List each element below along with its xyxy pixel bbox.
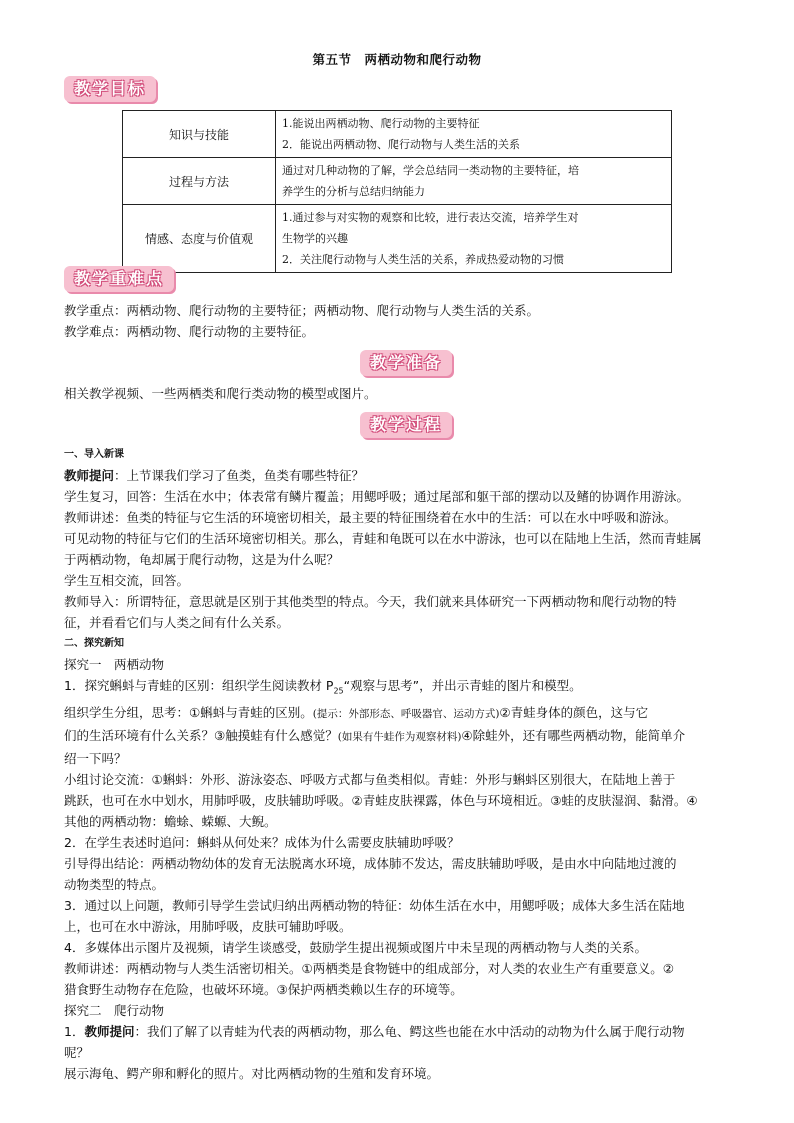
paragraph: 引导得出结论：两栖动物幼体的发育无法脱离水环境，成体肺不发达，需皮肤辅助呼吸，是由水中向陆地过渡的 xyxy=(64,855,677,871)
hint-note: (如果有牛蛙作为观察材料) xyxy=(337,730,462,743)
paragraph: 3．通过以上问题，教师引导学生尝试归纳出两栖动物的特征：幼体生活在水中，用鳃呼吸；成体大多生活在陆地 xyxy=(64,897,685,913)
process-section xyxy=(64,444,758,1084)
paragraph: 2．在学生表述时追问：蝌蚪从何处来？成体为什么需要皮肤辅助呼吸？ xyxy=(64,834,460,850)
paragraph-text: 1．探究蝌蚪与青蛙的区别：组织学生阅读教材 P xyxy=(64,678,334,693)
paragraph xyxy=(64,725,758,748)
goal-description xyxy=(276,205,672,273)
paragraph-text: ②青蛙身体的颜色，这与它 xyxy=(499,704,649,720)
paragraph: 教师导入：所谓特征，意思就是区别于其他类型的特点。今天，我们就来具体研究一下两栖动物和爬行动物的特 xyxy=(64,594,677,609)
goal-line: 1.通过参与对实物的观察和比较，进行表达交流，培养学生对 xyxy=(282,211,579,224)
teaching-difficulty: 教学难点：两栖动物、爬行动物的主要特征。 xyxy=(64,324,315,339)
paragraph: 于两栖动物，龟却属于爬行动物，这是为什么呢？ xyxy=(64,552,340,567)
goal-description xyxy=(276,111,672,158)
hint-note: (提示：外部形态、呼吸器官、运动方式) xyxy=(312,707,500,720)
paragraph-text: 组织学生分组，思考：①蝌蚪与青蛙的区别。 xyxy=(64,704,313,720)
banner-teaching-process: 教学过程 xyxy=(360,412,452,438)
subsection-heading: 探究一 两栖动物 xyxy=(64,657,165,672)
page-ref: 25 xyxy=(333,686,344,696)
paragraph: 上，也可在水中游泳，用肺呼吸，皮肤可辅助呼吸。 xyxy=(64,918,352,934)
goals-table xyxy=(122,110,672,273)
paragraph-text: ④除蛙外，还有哪些两栖动物，能简单介 xyxy=(461,727,686,743)
paragraph-text: ：上节课我们学习了鱼类，鱼类有哪些特征？ xyxy=(114,468,365,483)
paragraph: 可见动物的特征与它们的生活环境密切相关。那么，青蛙和龟既可以在水中游泳，也可以在陆地上生活，然而青蛙属 xyxy=(64,531,702,546)
paragraph-text: 1． xyxy=(64,1023,85,1039)
section-heading: 一、导入新课 xyxy=(64,449,124,460)
paragraph: 学生互相交流，回答。 xyxy=(64,573,190,588)
paragraph: 呢？ xyxy=(64,1044,90,1060)
banner-teaching-prep: 教学准备 xyxy=(360,350,452,376)
paragraph: 动物类型的特点。 xyxy=(64,876,165,892)
paragraph: 猎食野生动物存在危险，也破坏环境。③保护两栖类赖以生存的环境等。 xyxy=(64,981,463,997)
paragraph xyxy=(64,1021,758,1042)
paragraph-text: “观察与思考”，并出示青蛙的图片和模型。 xyxy=(343,678,582,693)
paragraph: 学生复习，回答：生活在水中；体表常有鳞片覆盖；用鳃呼吸；通过尾部和躯干部的摆动以及鳍的协调作用游泳。 xyxy=(64,489,690,504)
goal-line: 生物学的兴趣 xyxy=(282,232,348,245)
paragraph: 绍一下吗？ xyxy=(64,750,127,766)
paragraph: 其他的两栖动物：蟾蜍、蝾螈、大鲵。 xyxy=(64,813,277,829)
paragraph: 教师讲述：两栖动物与人类生活密切相关。①两栖类是食物链中的组成部分，对人类的农业生产有重要意义。② xyxy=(64,960,674,976)
paragraph xyxy=(64,702,758,725)
paragraph: 4．多媒体出示图片及视频，请学生谈感受，鼓励学生提出视频或图片中未呈现的两栖动物与人类的关系。 xyxy=(64,939,647,955)
paragraph: 小组讨论交流：①蝌蚪：外形、游泳姿态、呼吸方式都与鱼类相似。青蛙：外形与蝌蚪区别很大，在陆地上善于 xyxy=(64,771,676,787)
section-heading: 二、探究新知 xyxy=(64,638,124,649)
paragraph: 教师讲述：鱼类的特征与它生活的环境密切相关，最主要的特征围绕着在水中的生活：可以在水中呼吸和游泳。 xyxy=(64,510,677,525)
goal-line: 1.能说出两栖动物、爬行动物的主要特征 xyxy=(282,117,480,130)
paragraph xyxy=(64,675,758,702)
table-row xyxy=(123,158,672,205)
banner-key-points: 教学重难点 xyxy=(64,266,174,292)
teaching-focus: 教学重点：两栖动物、爬行动物的主要特征；两栖动物、爬行动物与人类生活的关系。 xyxy=(64,303,540,318)
bold-label: 教师提问 xyxy=(84,1023,135,1039)
page-title: 第五节 两栖动物和爬行动物 xyxy=(312,52,482,67)
subsection-heading: 探究二 爬行动物 xyxy=(64,1002,165,1018)
goal-line: 养学生的分析与总结归纳能力 xyxy=(282,185,425,198)
goal-line: 2．能说出两栖动物、爬行动物与人类生活的关系 xyxy=(282,138,520,151)
goal-category: 知识与技能 xyxy=(123,111,276,158)
paragraph xyxy=(64,465,758,486)
goal-description xyxy=(276,158,672,205)
table-row xyxy=(123,205,672,273)
goal-category: 情感、态度与价值观 xyxy=(123,205,276,273)
paragraph-text: 们的生活环境有什么关系？③触摸蛙有什么感觉？ xyxy=(64,727,338,743)
key-points xyxy=(64,300,758,342)
goal-category: 过程与方法 xyxy=(123,158,276,205)
table-row xyxy=(123,111,672,158)
bold-label: 教师提问 xyxy=(64,468,115,483)
paragraph: 展示海龟、鳄产卵和孵化的照片。对比两栖动物的生殖和发育环境。 xyxy=(64,1065,440,1081)
goal-line: 2．关注爬行动物与人类生活的关系，养成热爱动物的习惯 xyxy=(282,253,564,266)
paragraph: 跳跃，也可在水中划水，用肺呼吸，皮肤辅助呼吸。②青蛙皮肤裸露，体色与环境相近。③蛙的皮肤湿润、黏滑。④ xyxy=(64,792,698,808)
paragraph-text: ：我们了解了以青蛙为代表的两栖动物，那么龟、鳄这些也能在水中活动的动物为什么属于爬行动物 xyxy=(134,1023,685,1039)
prep-text: 相关教学视频、一些两栖类和爬行类动物的模型或图片。 xyxy=(64,386,377,401)
banner-teaching-goals: 教学目标 xyxy=(64,76,156,102)
paragraph: 征，并看看它们与人类之间有什么关系。 xyxy=(64,615,290,630)
goal-line: 通过对几种动物的了解，学会总结同一类动物的主要特征，培 xyxy=(282,164,579,177)
